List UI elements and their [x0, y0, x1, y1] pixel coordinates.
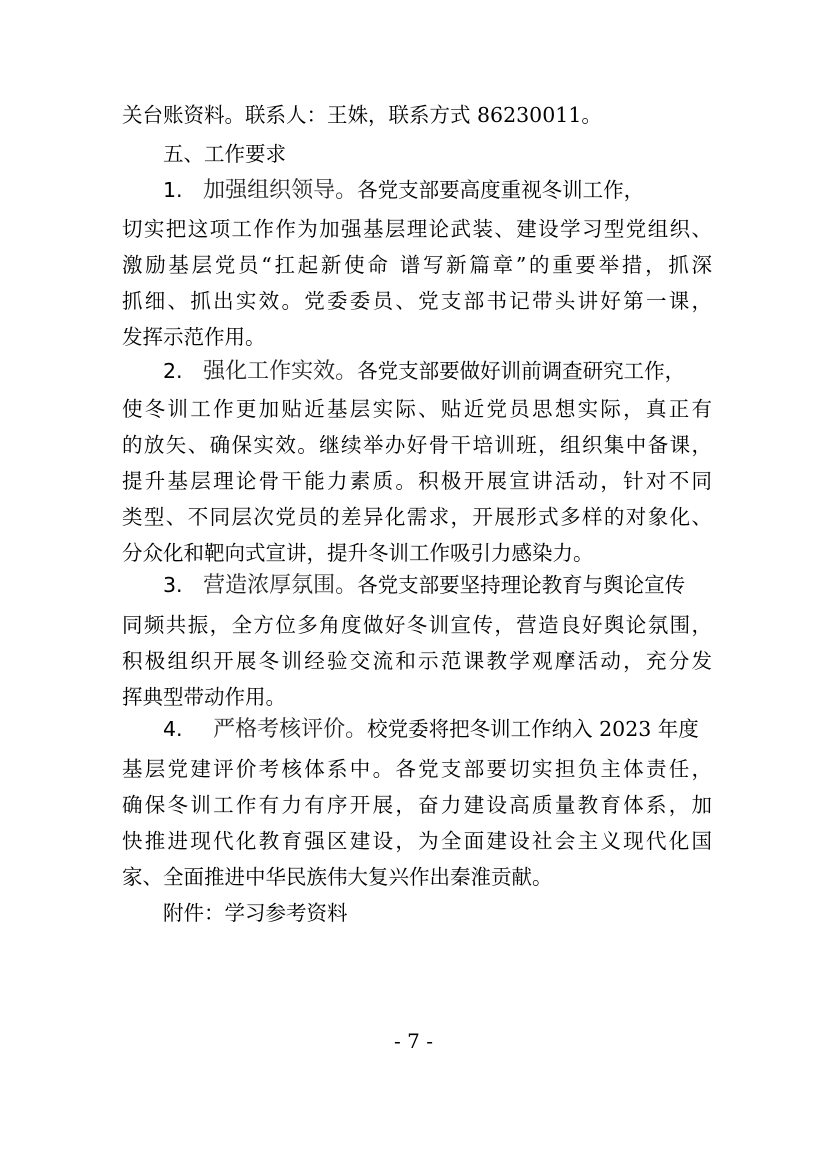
heading-rest: 校党委将把冬训工作纳入 2023 年度	[367, 717, 699, 741]
text-line: 切实把这项工作作为加强基层理论武装、建设学习型党组织、	[122, 217, 712, 241]
heading-rest: 各党支部要高度重视冬训工作，	[357, 178, 645, 202]
text-line: 的放矢、确保实效。继续举办好骨干培训班，组织集中备课，	[122, 433, 712, 457]
heading-number: 3.	[163, 573, 183, 597]
text-line: 家、全面推进中华民族伟大复兴作出秦淮贡献。	[122, 865, 553, 889]
heading-rest: 各党支部要坚持理论教育与舆论宣传	[357, 573, 686, 597]
text-line: 基层党建评价考核体系中。各党支部要切实担负主体责任，	[122, 757, 712, 781]
text-line: 发挥示范作用。	[122, 325, 266, 349]
text-line: 同频共振，全方位多角度做好冬训宣传，营造良好舆论氛围，	[122, 613, 712, 637]
text-line: 分众化和靶向式宣讲，提升冬训工作吸引力感染力。	[122, 541, 594, 565]
section-heading: 五、工作要求	[163, 142, 286, 166]
heading-title: 加强组织领导。	[203, 178, 358, 203]
heading-rest: 各党支部要做好训前调查研究工作，	[357, 359, 686, 383]
subheading-line-3	[163, 570, 712, 600]
text-line: 抓细、抓出实效。党委委员、党支部书记带头讲好第一课，	[122, 289, 712, 313]
heading-title: 强化工作实效。	[203, 359, 358, 384]
text-line: 提升基层理论骨干能力素质。积极开展宣讲活动，针对不同	[122, 469, 712, 493]
heading-title: 营造浓厚氛围。	[203, 573, 358, 598]
page-number: - 7 -	[394, 1029, 433, 1053]
subheading-line-2	[163, 356, 712, 386]
heading-number: 4.	[163, 717, 183, 741]
text-line: 确保冬训工作有力有序开展，奋力建设高质量教育体系，加	[122, 793, 712, 817]
subheading-line-4	[163, 714, 712, 744]
text-line: 快推进现代化教育强区建设，为全面建设社会主义现代化国	[122, 829, 712, 853]
heading-number: 1.	[163, 178, 183, 202]
heading-number: 2.	[163, 359, 183, 383]
text-line: 激励基层党员“扛起新使命 谱写新篇章”的重要举措，抓深	[122, 253, 712, 277]
heading-title: 严格考核评价。	[213, 717, 368, 742]
text-line: 使冬训工作更加贴近基层实际、贴近党员思想实际，真正有	[122, 397, 712, 421]
text-line: 挥典型带动作用。	[122, 685, 286, 709]
subheading-line-1	[163, 175, 712, 205]
text-line: 类型、不同层次党员的差异化需求，开展形式多样的对象化、	[122, 505, 712, 529]
text-line: 关台账资料。联系人：王姝，联系方式 86230011。	[122, 103, 602, 127]
attachment-line: 附件：学习参考资料	[163, 901, 348, 925]
text-line: 积极组织开展冬训经验交流和示范课教学观摩活动，充分发	[122, 649, 712, 673]
